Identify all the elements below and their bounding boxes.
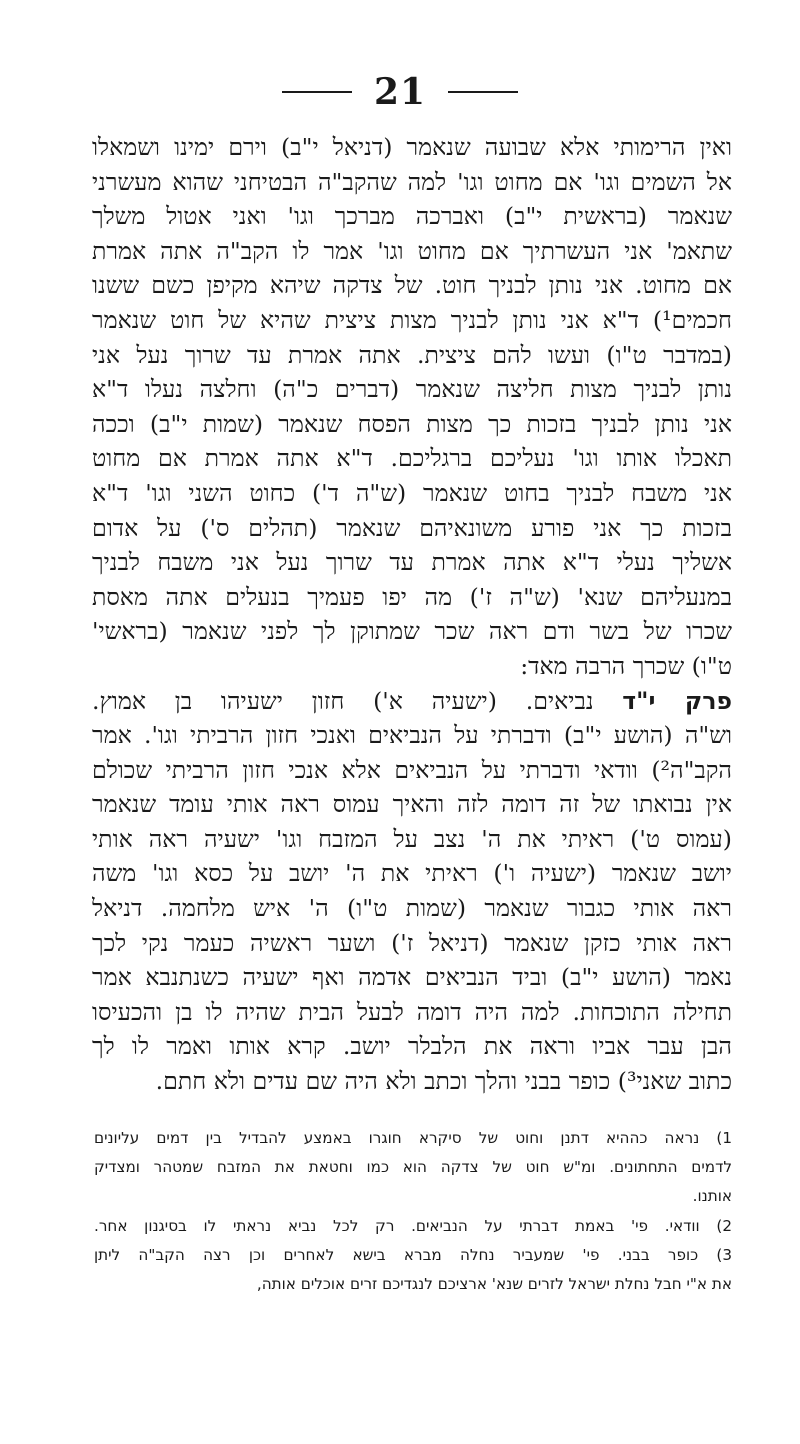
text-line: שכרו של בשר ודם ראה שכר שמתוקן לך לפני שנאמר (בראשי' (92, 617, 732, 646)
chapter-heading: פרק י"ד (622, 686, 732, 715)
header-rule-right (448, 91, 518, 93)
text-line: ואין הרימותי אלא שבועה שנאמר (דניאל י"ב) וירם ימינו ושמאלו (92, 133, 732, 161)
text-line: שנאמר (בראשית י"ב) ואברכה מברכך וגו' ואני אטול משלך (92, 202, 732, 231)
text-line: נותן לבניך מצות חליצה שנאמר (דברים כ"ה) וחלצה נעלו ד"א (92, 375, 732, 404)
text-line: נאמר (הושע י"ב) וביד הנביאים אדמה ואף ישעיה כשנתנבא אמר (92, 963, 732, 992)
text-line: במנעליהם שנא' (ש"ה ז') מה יפו פעמיך בנעלים אתה מאסת (92, 582, 732, 611)
text-line: אם מחוט. אני נותן לבניך חוט. של צדקה שיהא מקיפן כשם ששנו (92, 271, 732, 300)
page-header (0, 72, 800, 112)
text-line: ראה אותי כזקן שנאמר (דניאל ז') ושער ראשיה כעמר נקי לכך (92, 928, 732, 957)
main-text (92, 130, 732, 1099)
footnote-line: 1) נראה כההיא דתנן וחוט של סיקרא חוגרו באמצע להבדיל בין דמים עליונים (94, 1129, 732, 1147)
footnote-line: לדמים התחתונים. ומ"ש חוט של צדקה הוא כמו וחטאת את המזבח שמטהר ומצדיק (94, 1158, 732, 1177)
text-line: תאכלו אותו וגו' נעליכם ברגליכם. ד"א אתה אמרת אם מחוט (92, 444, 732, 473)
text-line: אני נותן לבניך בזכות כך מצות הפסח שנאמר (שמות י"ב) וככה (92, 409, 732, 438)
text-line: הבן עבר אביו וראה את הלבלר יושב. קרא אותו ואמר לו לך (92, 1032, 732, 1061)
text-line: יושב שנאמר (ישעיה ו') ראיתי את ה' יושב על כסא וגו' משה (92, 859, 732, 888)
chapter-first-line-text: נביאים. (ישעיה א') חזון ישעיהו בן אמוץ. (92, 686, 594, 715)
text-line: ראה אותי כגבור שנאמר (שמות ט"ו) ה' איש מלחמה. דניאל (92, 894, 732, 923)
text-line: הקב"ה²) וודאי ודברתי על הנביאים אלא אנכי חזון הרביתי שכולם (92, 755, 732, 784)
text-line: שתאמ' אני העשרתיך אם מחוט וגו' אמר לו הקב"ה אתה אמרת (92, 236, 732, 265)
text-line: אין נבואתו של זה דומה לזה והאיך עמוס ראה אותי עומד שנאמר (92, 790, 732, 819)
text-line: אשליך נעלי ד"א אתה אמרת עד שרוך נעל אני משבח לבניך (92, 548, 732, 577)
text-line: (עמוס ט') ראיתי את ה' נצב על המזבח וגו' ישעיה ראה אותי (92, 824, 732, 853)
text-line: ט"ו) שכרך הרבה מאד: (520, 651, 732, 680)
footnote-line: אותנו. (692, 1187, 732, 1206)
footnotes (94, 1124, 732, 1299)
text-line: בזכות כך אני פורע משונאיהם שנאמר (תהלים ס') על אדום (92, 513, 732, 542)
header-rule-left (282, 91, 352, 93)
text-line: חכמים¹) ד"א אני נותן לבניך מצות ציצית שהיא של חוט שנאמר (92, 305, 732, 334)
text-line: תחילה התוכחות. למה היה דומה לבעל הבית שהיה לו בן והכעיסו (92, 997, 732, 1026)
text-line: אל השמים וגו' אם מחוט וגו' למה שהקב"ה הבטיחני שהוא מעשרני (92, 167, 732, 196)
chapter-first-line (92, 684, 732, 719)
text-line: אני משבח לבניך בחוט שנאמר (ש"ה ד') כחוט השני וגו' ד"א (92, 478, 732, 507)
footnote-line: 2) וודאי. פי' באמת דברתי על הנביאים. רק לכל נביא נראתי לו בסיגנון אחר. (94, 1216, 732, 1235)
text-line: (במדבר ט"ו) ועשו להם ציצית. אתה אמרת עד שרוך נעל אני (92, 340, 732, 369)
text-line: כתוב שאני³) כופר בבני והלך וכתב ולא היה שם עדים ולא חתם. (155, 1067, 732, 1096)
text-line: וש"ה (הושע י"ב) ודברתי על הנביאים ואנכי חזון הרביתי וגו'. אמר (92, 721, 732, 750)
footnote-line: את א"י חבל נחלת ישראל לזרים שנא' ארציכם לנגדיכם זרים אוכלים אותה, (256, 1274, 732, 1293)
page-number: 21 (373, 71, 427, 113)
footnote-line: 3) כופר בבני. פי' שמעביר נחלה מברא בישא לאחרים וכן רצה הקב"ה ליתן (94, 1245, 732, 1264)
